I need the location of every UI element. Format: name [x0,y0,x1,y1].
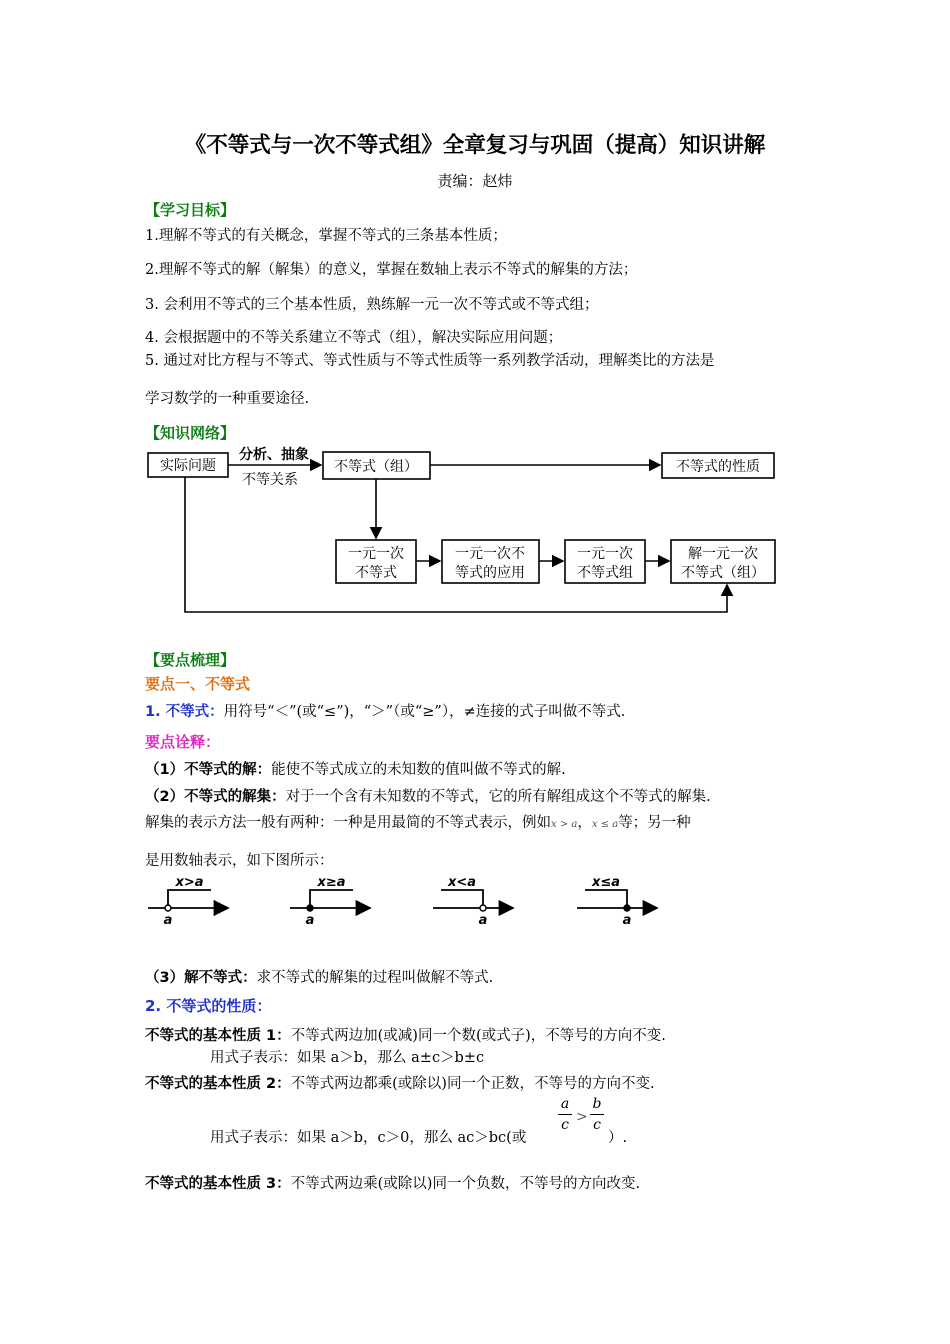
objective-item: 学习数学的一种重要途径. [145,391,310,407]
text-span: 等；另一种 [618,815,691,831]
solution-line [145,758,566,779]
properties-heading: 2. 不等式的性质： [145,997,272,1015]
property3-text: 不等式两边乘(或除以)同一个负数，不等号的方向改变. [290,1176,641,1192]
author-line: 责编：赵炜 [437,172,513,190]
solve-label: （3）解不等式： [145,970,257,986]
definition-label: 1. 不等式： [145,704,224,720]
objective-item: 4. 会根据题中的不等关系建立不等式（组），解决实际应用问题； [145,330,563,346]
page-title: 《不等式与一次不等式组》全章复习与巩固（提高）知识讲解 [184,133,766,158]
property1-formula: 用式子表示：如果 a＞b，那么 a±c＞b±c [210,1050,485,1066]
denominator: c [561,1117,569,1133]
box-label: 不等式的性质 [676,459,760,475]
number-line-point-label: a [163,913,173,928]
fraction-bar [590,1114,604,1115]
box-label: 一元一次 [577,546,633,562]
fraction-b-over-c [590,1096,604,1133]
text-span: ， [577,815,592,831]
property1-line [145,1024,666,1045]
solution-label: （1）不等式的解： [145,762,272,778]
definition-text: 用符号“＜”(或“≤”)，“＞”（或“≥”），≠连接的式子叫做不等式. [223,704,626,720]
knowledge-network-diagram [140,440,790,620]
arrow-label-bottom: 不等关系 [242,472,298,488]
number-line-label: x≤a [591,875,621,890]
box-label: 解一元一次 [688,546,758,562]
definition-line [145,700,625,721]
box-label: 一元一次不 [455,546,525,562]
number-line-figures [140,870,680,930]
objectives-heading: 【学习目标】 [145,201,236,219]
objective-item: 2.理解不等式的解（解集）的意义，掌握在数轴上表示不等式的解集的方法； [145,262,638,278]
property2-line [145,1072,655,1093]
solution-set-text: 对于一个含有未知数的不等式，它的所有解组成这个不等式的解集. [285,789,711,805]
box-label: 不等式（组） [681,565,765,581]
objective-item: 3. 会利用不等式的三个基本性质，熟练解一元一次不等式或不等式组； [145,297,599,313]
box-label: 不等式 [355,565,397,581]
property2-label: 不等式的基本性质 2： [145,1076,291,1092]
box-label: 不等式组 [577,565,633,581]
solution-bracket [168,890,211,908]
property3-label: 不等式的基本性质 3： [145,1176,291,1192]
solution-set-label: （2）不等式的解集： [145,789,286,805]
number-line-label: x≥a [317,875,346,890]
property1-text: 不等式两边加(或减)同一个数(或式子)，不等号的方向不变. [290,1028,666,1044]
open-point [165,905,171,911]
box-label: 不等式（组） [334,459,418,475]
solution-bracket [310,890,353,908]
numerator: a [560,1096,570,1112]
open-point [480,905,486,911]
solution-set-line3: 是用数轴表示，如下图所示： [145,853,334,869]
solve-line [145,966,493,987]
point1-heading: 要点一、不等式 [145,675,251,693]
box-label: 等式的应用 [455,565,525,581]
numerator: b [592,1096,602,1112]
number-line-label: x<a [447,875,477,890]
number-line-label: x>a [175,875,204,890]
box-label: 实际问题 [160,458,216,474]
explanation-heading: 要点诠释： [145,733,221,751]
fraction-bar [558,1114,572,1115]
box-label: 一元一次 [348,546,404,562]
property2-formula: 用式子表示：如果 a＞b，c＞0，那么 ac＞bc(或 [210,1130,527,1146]
number-line-point-label: a [622,913,632,928]
closed-point [624,905,630,911]
objective-item: 1.理解不等式的有关概念，掌握不等式的三条基本性质； [145,228,507,244]
denominator: c [593,1117,601,1133]
closed-point [307,905,313,911]
solution-text: 能使不等式成立的未知数的值叫做不等式的解. [271,762,566,778]
number-line-point-label: a [305,913,315,928]
solution-set-line2 [145,811,691,832]
solution-bracket [441,890,483,908]
text-span: 解集的表示方法一般有两种：一种是用最简的不等式表示，例如 [145,815,551,831]
fraction-a-over-c [558,1096,572,1133]
greater-than: > [576,1109,588,1125]
solution-set-line [145,785,711,806]
property3-line [145,1172,640,1193]
objective-item: 5. 通过对比方程与不等式、等式性质与不等式性质等一系列教学活动，理解类比的方法是 [145,353,715,369]
property2-text: 不等式两边都乘(或除以)同一个正数，不等号的方向不变. [290,1076,655,1092]
property1-label: 不等式的基本性质 1： [145,1028,291,1044]
math-x-le-a: x ≤ a [591,819,619,830]
solve-text: 求不等式的解集的过程叫做解不等式. [256,970,494,986]
solution-bracket [585,890,627,908]
arrow-label-top: 分析、抽象 [239,447,309,463]
formula-close: ）. [608,1130,628,1146]
math-x-gt-a: x > a [551,819,578,830]
summary-heading: 【要点梳理】 [145,651,236,669]
number-line-point-label: a [478,913,488,928]
network-heading: 【知识网络】 [145,424,236,442]
